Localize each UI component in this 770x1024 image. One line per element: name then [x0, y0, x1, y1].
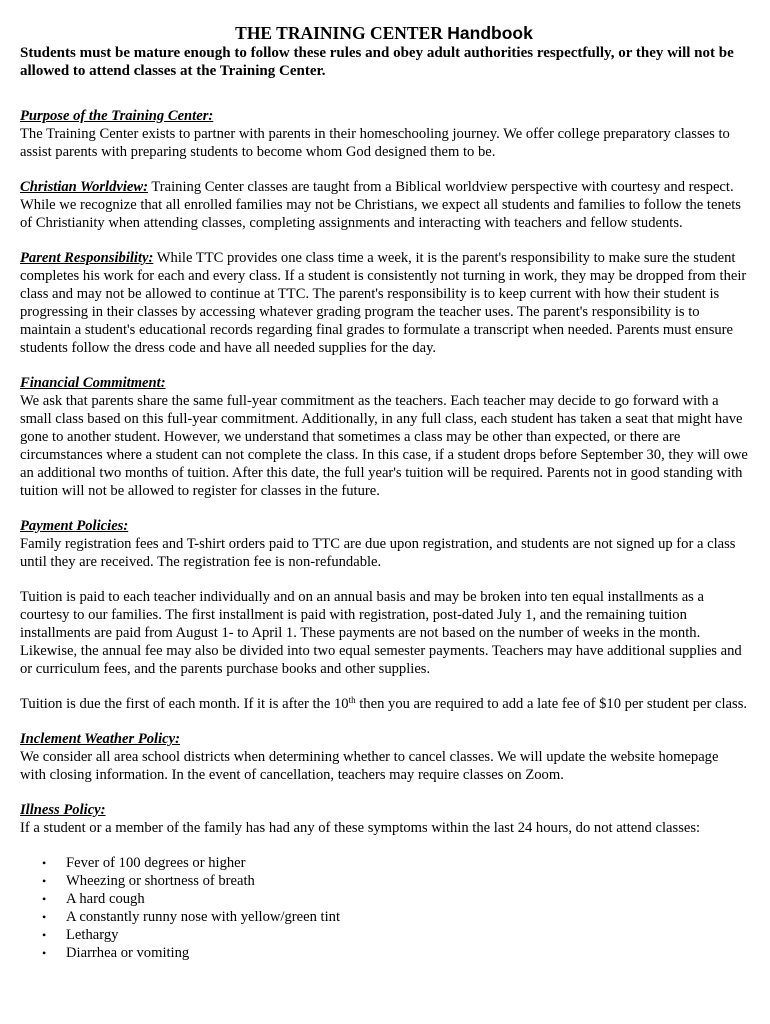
- title-main: THE TRAINING CENTER: [235, 23, 443, 43]
- section-heading-financial: Financial Commitment:: [20, 375, 166, 391]
- symptom-text: Fever of 100 degrees or higher: [66, 855, 246, 871]
- section-heading-weather: Inclement Weather Policy:: [20, 731, 180, 747]
- section-body-illness: If a student or a member of the family has had any of these symptoms within the last 24 hours, do not attend classes:: [20, 820, 701, 836]
- symptom-text: A hard cough: [66, 891, 145, 907]
- list-item: [20, 890, 748, 908]
- list-item: [20, 944, 748, 962]
- section-heading-illness: Illness Policy:: [20, 802, 106, 818]
- page-title: [20, 22, 748, 44]
- section-body-weather: We consider all area school districts when determining whether to cancel classes. We will update the website homepage with closing information. In the event of cancellation, teachers may require classes on Zoom.: [20, 749, 719, 783]
- section-body-purpose: The Training Center exists to partner with parents in their homeschooling journey. We offer college preparatory classes to assist parents with preparing students to become whom God designed them to be.: [20, 126, 730, 160]
- section-body-worldview: Training Center classes are taught from a Biblical worldview perspective with courtesy and respect. While we recognize that all enrolled families may not be Christians, we expect all students and families to follow the tenets of Christianity when attending classes, completing assignments and interacting with teachers and fellow students.: [20, 179, 741, 231]
- section-parent-responsibility: [20, 249, 748, 357]
- bullet-icon: •: [42, 946, 47, 960]
- symptom-text: A constantly runny nose with yellow/green tint: [66, 909, 340, 925]
- due-date-superscript: th: [348, 695, 356, 705]
- section-heading-worldview: Christian Worldview:: [20, 179, 148, 195]
- symptom-text: Diarrhea or vomiting: [66, 945, 190, 961]
- intro-notice: Students must be mature enough to follow these rules and obey adult authorities respectfully, or they will not be allowed to attend classes at the Training Center.: [20, 45, 734, 79]
- section-financial: [20, 374, 748, 500]
- symptom-list: [20, 854, 748, 962]
- bullet-icon: •: [42, 910, 47, 924]
- symptom-text: Lethargy: [66, 927, 119, 943]
- title-suffix: Handbook: [447, 23, 533, 43]
- section-body-parent: While TTC provides one class time a week, it is the parent's responsibility to make sure the student completes his work for each and every class. If a student is consistently not turning in work, they may be dropped from their class and may not be allowed to continue at TTC. The parent's responsibility is to keep current with how their student is progressing in their classes by accessing whatever grading program the teacher uses. The parent's responsibility is to maintain a student's educational records regarding final grades to formulate a transcript when needed. Parents must ensure students follow the dress code and have all needed supplies for the day.: [20, 250, 747, 356]
- due-date-pre: Tuition is due the first of each month. If it is after the 10: [20, 696, 349, 712]
- payment-registration-text: Family registration fees and T-shirt orders paid to TTC are due upon registration, and students are not signed up for a class until they are received. The registration fee is non-refundable.: [20, 536, 736, 570]
- list-item: [20, 854, 748, 872]
- section-payment: [20, 517, 748, 713]
- list-item: [20, 908, 748, 926]
- symptom-text: Wheezing or shortness of breath: [66, 873, 255, 889]
- payment-tuition-text: Tuition is paid to each teacher individually and on an annual basis and may be broken into ten equal installments as a courtesy to our families. The first installment is paid with registration, post-dated July 1, and the remaining tuition installments are paid from August 1- to April 1. These payments are not based on the number of weeks in the month. Likewise, the annual fee may also be divided into two equal semester payments. Teachers may have additional supplies and or curriculum fees, and the parents purchase books and other supplies.: [20, 589, 742, 677]
- bullet-icon: •: [42, 928, 47, 942]
- section-weather: [20, 730, 748, 784]
- bullet-icon: •: [42, 892, 47, 906]
- list-item: [20, 872, 748, 890]
- section-body-financial: We ask that parents share the same full-year commitment as the teachers. Each teacher may decide to go forward with a small class based on this full-year commitment. Additionally, in any full class, each student has taken a seat that might have gone to another student. However, we understand that sometimes a class may be other than expected, or there are circumstances where a student can not complete the class. In this case, if a student drops before September 30, they will owe an additional two months of tuition. After this date, the full year's tuition will be required. Parents not in good standing with tuition will not be allowed to register for classes in the future.: [20, 393, 748, 499]
- list-item: [20, 926, 748, 944]
- section-heading-parent: Parent Responsibility:: [20, 250, 154, 266]
- section-purpose: [20, 107, 748, 161]
- section-heading-purpose: Purpose of the Training Center:: [20, 108, 214, 124]
- due-date-post: then you are required to add a late fee of $10 per student per class.: [355, 696, 748, 712]
- bullet-icon: •: [42, 874, 47, 888]
- bullet-icon: •: [42, 856, 47, 870]
- payment-due-date-text: [20, 695, 748, 713]
- section-heading-payment: Payment Policies:: [20, 518, 129, 534]
- section-illness: [20, 801, 748, 962]
- section-worldview: [20, 178, 748, 232]
- handbook-page: [20, 22, 748, 979]
